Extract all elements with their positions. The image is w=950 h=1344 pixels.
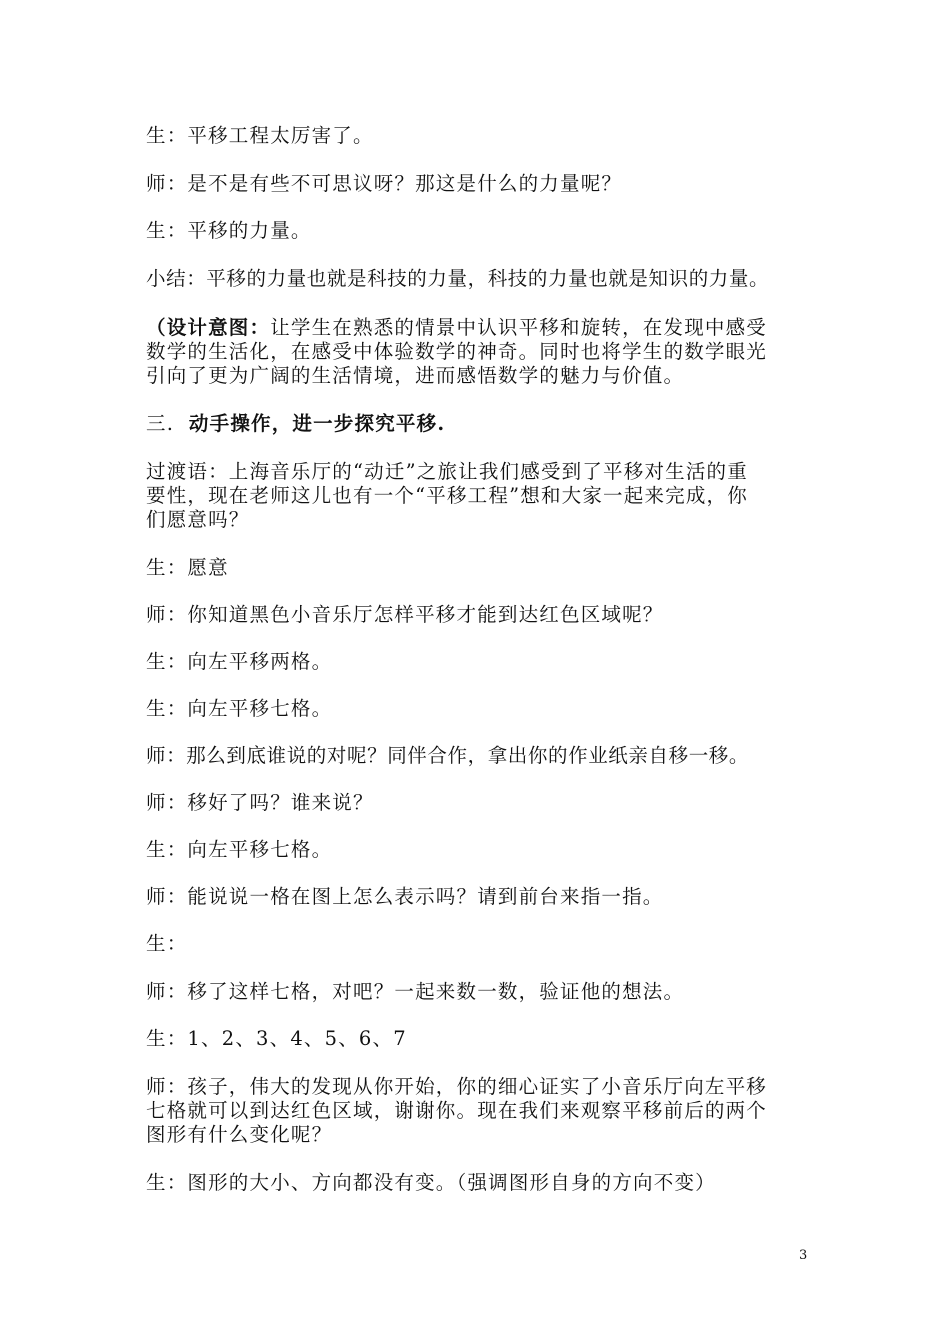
transition-paragraph	[146, 460, 826, 532]
text-line: 师：你知道黑色小音乐厅怎样平移才能到达红色区域呢？	[146, 603, 664, 626]
dialogue-paragraph	[146, 980, 826, 1004]
text-line: 们愿意吗？	[146, 508, 250, 531]
text-line: 师：是不是有些不可思议呀？那这是什么的力量呢？	[146, 172, 623, 195]
text-line: 七格就可以到达红色区域，谢谢你。现在我们来观察平移前后的两个	[146, 1099, 768, 1122]
dialogue-paragraph	[146, 650, 826, 674]
dialogue-paragraph	[146, 744, 826, 768]
text-line: 要性，现在老师这儿也有一个“平移工程”想和大家一起来完成，你	[146, 484, 748, 507]
dialogue-paragraph	[146, 1075, 826, 1147]
text-line: 生：1、2、3、4、5、6、7	[146, 1027, 407, 1050]
text-line: 师：孩子，伟大的发现从你开始，你的细心证实了小音乐厅向左平移	[146, 1075, 768, 1098]
summary-paragraph	[146, 267, 826, 291]
text-line: 师：移了这样七格，对吧？一起来数一数，验证他的想法。	[146, 980, 685, 1003]
text-line: 过渡语：上海音乐厅的“动迁”之旅让我们感受到了平移对生活的重	[146, 460, 748, 483]
text-line: 生：向左平移七格。	[146, 697, 333, 720]
dialogue-paragraph	[146, 932, 826, 956]
text-line: 数学的生活化，在感受中体验数学的神奇。同时也将学生的数学眼光	[146, 340, 768, 363]
text-line: 生：平移的力量。	[146, 219, 312, 242]
text-line: 师：能说说一格在图上怎么表示吗？请到前台来指一指。	[146, 885, 664, 908]
section-number: 三.	[146, 412, 175, 435]
text-line: 小结：平移的力量也就是科技的力量，科技的力量也就是知识的力量。	[146, 267, 770, 290]
section-title: 动手操作，进一步探究平移.	[188, 412, 446, 435]
dialogue-paragraph	[146, 219, 826, 243]
text-line: 师：移好了吗？谁来说？	[146, 791, 374, 814]
text-line: 生：平移工程太厉害了。	[146, 124, 374, 147]
dialogue-paragraph	[146, 603, 826, 627]
design-intent-label: （设计意图：	[146, 316, 271, 339]
text-line: 让学生在熟悉的情景中认识平移和旋转，在发现中感受	[270, 316, 768, 339]
dialogue-paragraph	[146, 697, 826, 721]
text-line: 生：向左平移七格。	[146, 838, 333, 861]
dialogue-paragraph	[146, 1027, 826, 1051]
section-heading	[146, 412, 826, 436]
dialogue-paragraph	[146, 885, 826, 909]
text-line: 引向了更为广阔的生活情境，进而感悟数学的魅力与价值。	[146, 364, 685, 387]
dialogue-paragraph	[146, 556, 826, 580]
text-line: 生：图形的大小、方向都没有变。（强调图形自身的方向不变）	[146, 1171, 716, 1194]
text-line: 师：那么到底谁说的对呢？同伴合作，拿出你的作业纸亲自移一移。	[146, 744, 750, 767]
dialogue-paragraph	[146, 838, 826, 862]
page-number: 3	[799, 1248, 808, 1263]
design-intent-paragraph	[146, 316, 826, 388]
text-line: 图形有什么变化呢？	[146, 1123, 333, 1146]
dialogue-paragraph	[146, 172, 826, 196]
text-line: 生：向左平移两格。	[146, 650, 333, 673]
text-line: 生：愿意	[146, 556, 229, 579]
dialogue-paragraph	[146, 124, 826, 148]
dialogue-paragraph	[146, 1171, 826, 1195]
dialogue-paragraph	[146, 791, 826, 815]
text-line: 生：	[146, 932, 188, 955]
